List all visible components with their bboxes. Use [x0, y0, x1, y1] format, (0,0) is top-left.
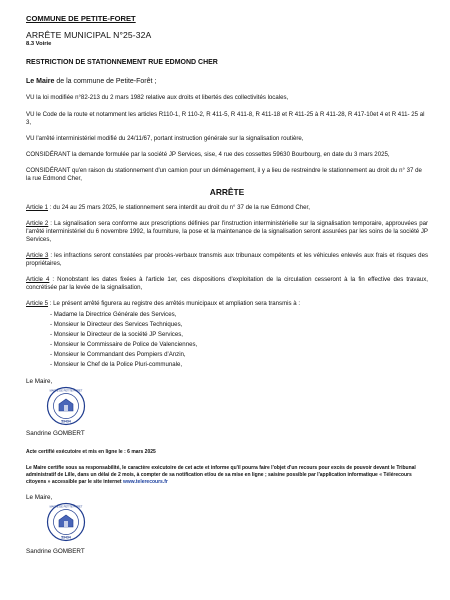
vu-code-route: VU le Code de la route et notamment les articles R110-1, R 110-2, R 411-5, R 411-8, R 411-18 et R 411-25 à R 411-28, R 417-10et 4 et R 411- 25 al 3,: [26, 110, 425, 126]
article-text: : Nonobstant les dates fixées à l'article 1er, ces dispositions d'exploitation de la circulation cesseront à la fin effective des travaux, concrétisée par la levée de la signalisation,: [26, 275, 428, 291]
document-subject: RESTRICTION DE STATIONNEMENT RUE EDMOND CHER: [26, 59, 218, 66]
article-text: : Le présent arrêté figurera au registre des arrêtés municipaux et ampliation sera transmis à :: [48, 300, 301, 308]
article-2: [26, 220, 428, 244]
article-3: [26, 252, 428, 268]
article-text: : les infractions seront constatées par procès-verbaux transmis aux tribunaux compétents et les véhicules enlevés aux frais et risques des propriétaires,: [26, 251, 429, 267]
publication-notice: Acte certifié exécutoire et mis en ligne le : 6 mars 2025: [26, 448, 156, 455]
list-item: - Monsieur le Commandant des Pompiers d'Anzin,: [50, 351, 186, 359]
list-item: - Monsieur le Directeur de la société JP Services,: [50, 331, 183, 339]
article-label: Article 2: [26, 219, 49, 227]
list-item: - Madame la Directrice Générale des Services,: [50, 311, 177, 319]
article-label: Article 4: [26, 275, 50, 283]
maire-commune: de la commune de Petite-Forêt ;: [54, 78, 157, 86]
article-label: Article 1: [26, 203, 49, 211]
article-text: : La signalisation sera conforme aux prescriptions définies par l'instruction interministérielle sur la signalisation temporaire, approuvées par l'arrêté interministériel du 6 novembre 1992, la fourniture, la pose et la maintenance de la signalisation seront assurées par les soins de la société JP Services,: [26, 219, 429, 243]
article-1: [26, 204, 428, 212]
article-label: Article 3: [26, 251, 49, 259]
section-label: 8.3 Voirie: [26, 41, 52, 48]
signature-block-2: [26, 494, 428, 546]
svg-text:59494: 59494: [61, 419, 71, 424]
maire-intro: [26, 77, 428, 86]
commune-name: COMMUNE DE PETITE-FORET: [26, 14, 136, 23]
article-4: [26, 276, 428, 292]
recipient-list: [26, 311, 428, 369]
mairie-seal-icon: [46, 502, 86, 542]
article-5: [26, 300, 428, 308]
vu-arrete: VU l'arrêté interministériel modifié du 24/11/67, portant instruction générale sur la signalisation routière,: [26, 134, 304, 142]
arrete-number: ARRÊTE MUNICIPAL N°25-32A: [26, 30, 152, 41]
maire-label: Le Maire: [26, 78, 55, 86]
list-item: - Monsieur le Directeur des Services Techniques,: [50, 321, 183, 329]
article-label: Article 5: [26, 300, 49, 308]
signature-block: [26, 378, 428, 428]
signer-name-2: Sandrine GOMBERT: [26, 547, 85, 555]
signer-name: Sandrine GOMBERT: [26, 430, 85, 438]
list-item: - Monsieur le Commissaire de Police de Valenciennes,: [50, 341, 198, 349]
list-item: - Monsieur le Chef de la Police Pluri-communale,: [50, 361, 183, 369]
considerant-demenagement: CONSIDÉRANT qu'en raison du stationnement d'un camion pour un déménagement, il y a lieu de restreindre le stationnement au droit du n° 37 de la rue Edmond Cher,: [26, 166, 422, 182]
svg-text:59494: 59494: [61, 535, 71, 540]
signature-title: Le Maire,: [26, 493, 53, 501]
vu-loi: VU la loi modifiée n°82-213 du 2 mars 1982 relative aux droits et libertés des collectivités locales,: [26, 94, 289, 102]
signature-title: Le Maire,: [26, 378, 53, 386]
svg-text:MAIRIE DE PETITE-FORET: MAIRIE DE PETITE-FORET: [49, 389, 83, 393]
svg-text:MAIRIE DE PETITE-FORET: MAIRIE DE PETITE-FORET: [49, 505, 83, 509]
article-text: : du 24 au 25 mars 2025, le stationnement sera interdit au droit du n° 37 de la rue Edmond Cher,: [48, 203, 310, 211]
mairie-seal-icon: [46, 386, 86, 426]
recourse-notice: [26, 465, 428, 486]
considerant-demande: CONSIDÉRANT la demande formulée par la société JP Services, sise, 4 rue des cossettes 59630 Bourbourg, en date du 3 mars 2025,: [26, 150, 390, 158]
arrete-heading: ARRÊTE: [209, 186, 245, 197]
telerecours-link[interactable]: www.telerecours.fr: [123, 478, 168, 485]
recourse-text: Le Maire certifie sous sa responsabilité, le caractère exécutoire de cet acte et informe qu'il pourra faire l'objet d'un recours pour excès de pouvoir devant le Tribunal administratif de Lille, dans un délai de 2 mois, à compter de sa notification et/ou de sa mise en ligne ; saisine possible par l'application informatique « Télérecours citoyens » accessible par le site internet: [26, 464, 416, 485]
